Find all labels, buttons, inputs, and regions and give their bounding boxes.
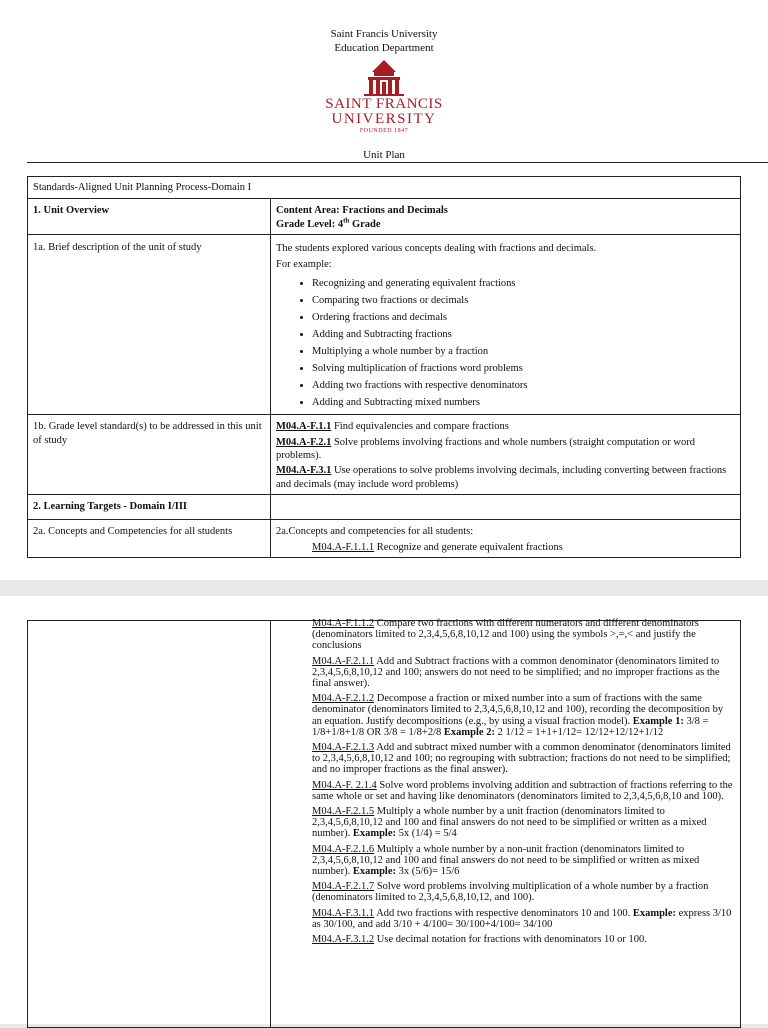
list-item: • Recognizing and generating equivalent fractions [312,275,735,292]
table-row [28,199,741,235]
row-2a-label: 2a. Concepts and Competencies for all students [28,519,271,558]
table-row [28,495,741,519]
standard-item: M04.A-F.3.1 Use operations to solve problems involving decimals, including converting between fractions and decimals (may include word problems) [276,465,727,490]
table-row [28,415,741,495]
logo-line-saint-francis: SAINT FRANCIS [325,96,443,112]
table-row [28,621,741,1028]
table-row [28,177,741,199]
standard-item: M04.A-F.2.1.1 Add and Subtract fractions with a common denominator (denominators limited to 2,3,4,5,6,8,10,12 and 100; answers do not need to be simplified; and no improper fractions as the final answer). [312,655,720,690]
list-item: • Adding two fractions with respective denominators [312,377,735,394]
list-item: • Ordering fractions and decimals [312,309,735,326]
logo-line-university: UNIVERSITY [331,111,437,127]
row-1b-label: 1b. Grade level standard(s) to be addressed in this unit of study [28,415,271,495]
content-area: Content Area: Fractions and Decimals [276,205,448,217]
row-2a-intro: 2a.Concepts and competencies for all students: [276,525,474,537]
grade-level: Grade Level: 4th Grade [276,216,381,230]
list-item: • Adding and Subtracting mixed numbers [312,394,735,411]
list-item: • Comparing two fractions or decimals [312,292,735,309]
unit-overview-label: 1. Unit Overview [28,199,271,235]
list-item: • Solving multiplication of fractions word problems [312,360,735,377]
university-logo [324,60,444,138]
standard-item: M04.A-F.2.1.3 Add and subtract mixed number with a common denominator (denominators limited to 2,3,4,5,6,8,10,12 and 100; no regrouping with subtraction; fractions do not need to be simplified; and no improper fractions as the final answer). [312,742,731,776]
list-item: • Multiplying a whole number by a fraction [312,343,735,360]
standard-item: M04.A-F.1.1.2 Compare two fractions with different numerators and different denominators (denominators limited to 2,3,4,5,6,8,10,12 and 100) using the symbols >,=,< and justify the conclusions [312,618,699,652]
continuation-right [271,618,741,1028]
section-2-label: 2. Learning Targets - Domain I/III [28,495,271,519]
description-list [276,275,735,411]
row-1a-example: For example: [276,259,332,271]
standard-item: M04.A-F.1.1 Find equivalencies and compare fractions [276,421,509,433]
logo-line-founded: FOUNDED 1847 [359,128,409,134]
section-2-empty [271,495,741,519]
standard-item: M04.A-F.3.1.1 Add two fractions with respective denominators 10 and 100. Example: express 3/10 as 30/100, and add 3/10 + 4/100= 30/100+4/100= 34/100 [312,907,732,930]
university-building-icon [324,60,444,96]
row-2a-content [271,519,741,558]
list-item: • Adding and Subtracting fractions [312,326,735,343]
standard-item: M04.A-F.1.1.1 Recognize and generate equivalent fractions [312,542,563,554]
unit-plan-table [27,176,741,558]
row-1b-content [271,415,741,495]
row-1a-intro: The students explored various concepts dealing with fractions and decimals. [276,243,597,255]
table-row [28,235,741,415]
document-title: Unit Plan [363,149,405,161]
standard-item: M04.A-F.2.1.7 Solve word problems involving multiplication of a whole number by a fraction (denominators limited to 2,3,4,5,6,8,10,12, and 100). [312,881,709,904]
standard-item: M04.A-F.2.1 Solve problems involving fractions and whole numbers (straight computation or word problems). [276,436,695,462]
standard-item: M04.A-F.2.1.5 Multiply a whole number by a unit fraction (denominators limited to 2,3,4,5,6,8,10,12 and 100 and final answers do not need to be simplified or written as a mixed number). Example: 5x (1/4) = 5/4 [312,806,707,840]
standard-item: M04.A-F. 2.1.4 Solve word problems involving addition and subtraction of fractions referring to the same whole or set and having like denominators (denominators limited to 2,3,4,5,6,8,10 and 100). [312,779,733,802]
standard-item: M04.A-F.3.1.2 Use decimal notation for fractions with denominators 10 or 100. [312,934,647,946]
content-area-cell [271,199,741,235]
university-name: Saint Francis University [330,28,438,40]
row-1a-content [271,235,741,415]
header-rule [27,162,768,163]
department-name: Education Department [334,42,434,54]
standard-item: M04.A-F.2.1.6 Multiply a whole number by a non-unit fraction (denominators limited to 2,3,4,5,6,8,10,12 and 100 and final answers do not need to be simplified or written as mixed number). Example: 3x (5/6)= 15/6 [312,843,700,878]
continuation-left [28,621,271,1028]
banner-cell: Standards-Aligned Unit Planning Process-Domain I [28,177,741,199]
continuation-table [27,620,741,1028]
row-1a-label: 1a. Brief description of the unit of study [28,235,271,415]
table-row [28,519,741,558]
standard-item: M04.A-F.2.1.2 Decompose a fraction or mixed number into a sum of fractions with the same denominator (denominators limited to 2,3,4,5,6,8,10,12 and 100), recording the decomposition by an equation. Justify decompositions (e.g., by using a visual fraction model). Example 1: 3/8 = 1/8+1/8+1/8 OR 3/8 = 1/8+2/8 Example 2: 2 1/12 = 1+1+1/12= 12/12+12/12+1/12 [312,693,724,738]
